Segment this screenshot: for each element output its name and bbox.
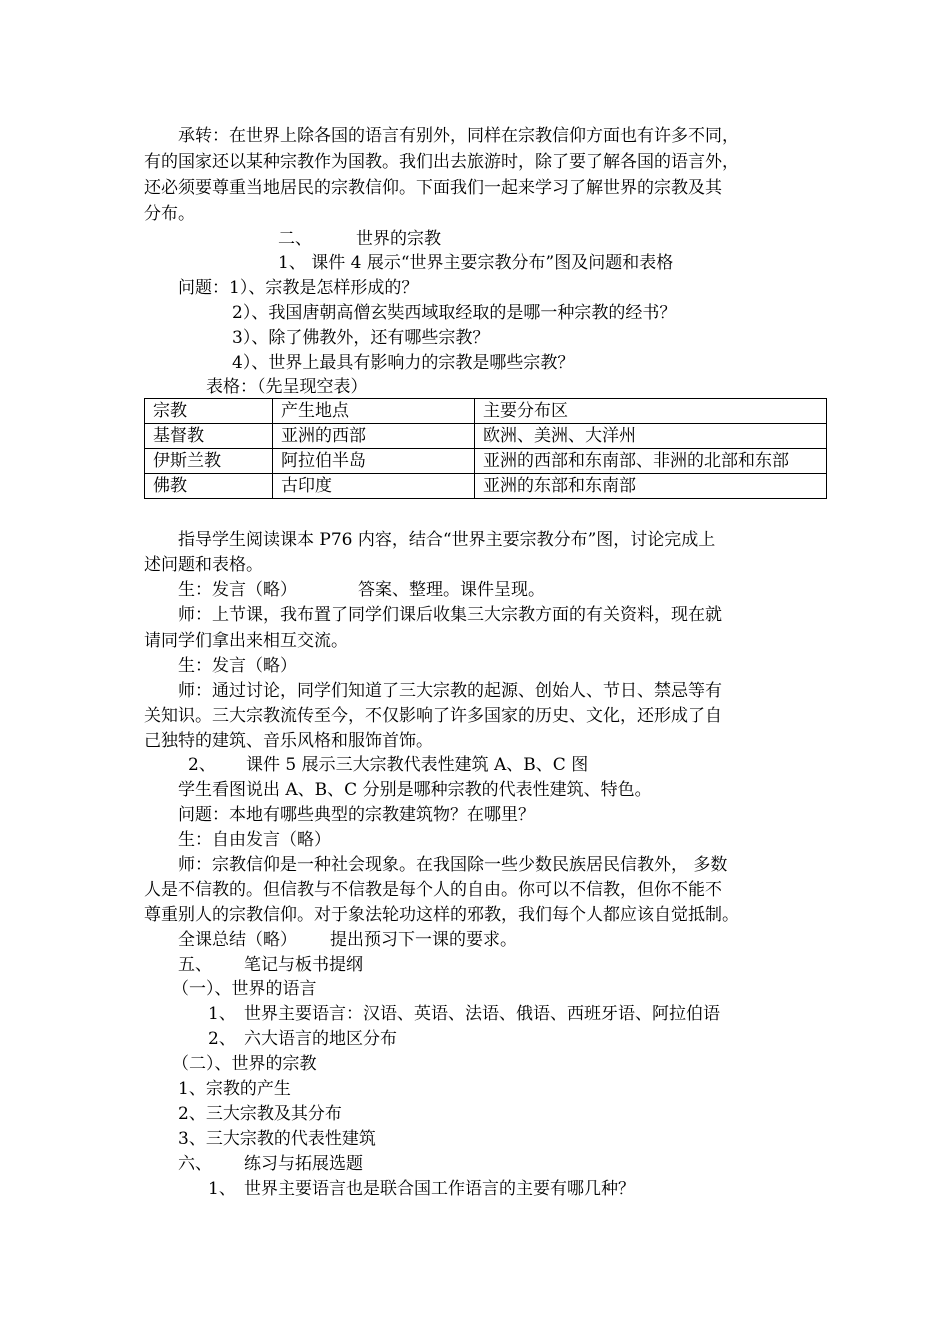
question-1: 问题：1）、宗教是怎样形成的？ bbox=[178, 278, 419, 298]
table-cell: 阿拉伯半岛 bbox=[273, 449, 475, 474]
teacher-line-2: 请同学们拿出来相互交流。 bbox=[144, 631, 348, 651]
table-row bbox=[145, 474, 827, 499]
exercise-1-number: 1、 bbox=[208, 1179, 236, 1199]
table-cell: 欧洲、美洲、大洋州 bbox=[475, 424, 827, 449]
table-cell: 亚洲的西部 bbox=[273, 424, 475, 449]
notes-item-2-text: 六大语言的地区分布 bbox=[244, 1029, 397, 1049]
question-3: 3）、除了佛教外，还有哪些宗教？ bbox=[232, 328, 490, 348]
section-5-title: 笔记与板书提纲 bbox=[244, 955, 363, 975]
paragraph-transition-line-3: 还必须要尊重当地居民的宗教信仰。下面我们一起来学习了解世界的宗教及其 bbox=[144, 178, 722, 198]
student-answer-1: 答案、整理。课件呈现。 bbox=[358, 580, 545, 600]
section-5-number: 五、 bbox=[178, 955, 212, 975]
local-question-line: 问题：本地有哪些典型的宗教建筑物？在哪里？ bbox=[178, 805, 535, 825]
section-6-title: 练习与拓展选题 bbox=[244, 1154, 363, 1174]
question-4: 4）、世界上最具有影响力的宗教是哪些宗教？ bbox=[232, 353, 575, 373]
notes-part-2-item: 3、三大宗教的代表性建筑 bbox=[178, 1129, 376, 1149]
teacher-line-1: 师：上节课，我布置了同学们课后收集三大宗教方面的有关资料，现在就 bbox=[178, 605, 722, 625]
table-cell: 伊斯兰教 bbox=[145, 449, 273, 474]
summary-text: 全课总结（略） bbox=[178, 930, 297, 950]
section-2-number: 二、 bbox=[278, 229, 312, 249]
guide-line-1: 指导学生阅读课本 P76 内容，结合“世界主要宗教分布”图，讨论完成上 bbox=[178, 530, 716, 550]
notes-part-2-item: 1、宗教的产生 bbox=[178, 1079, 291, 1099]
paragraph-transition-line-4: 分布。 bbox=[144, 204, 195, 224]
notes-part-2-item: 2、三大宗教及其分布 bbox=[178, 1104, 342, 1124]
table-row bbox=[145, 424, 827, 449]
courseware-4-line: 1、 课件 4 展示“世界主要宗教分布”图及问题和表格 bbox=[278, 253, 674, 273]
student-speak-3: 生：自由发言（略） bbox=[178, 830, 331, 850]
notes-part-1: （一）、世界的语言 bbox=[172, 979, 317, 999]
teacher-line-6: 师：宗教信仰是一种社会现象。在我国除一些少数民族居民信教外， 多数 bbox=[178, 855, 728, 875]
table-row bbox=[145, 449, 827, 474]
student-view-line: 学生看图说出 A、B、C 分别是哪种宗教的代表性建筑、特色。 bbox=[178, 780, 652, 800]
notes-item-2-number: 2、 bbox=[208, 1029, 236, 1049]
table-header-cell: 宗教 bbox=[145, 399, 273, 424]
notes-part-2: （二）、世界的宗教 bbox=[172, 1054, 317, 1074]
notes-item-1-number: 1、 bbox=[208, 1004, 236, 1024]
table-caption: 表格：（先呈现空表） bbox=[206, 377, 368, 397]
exercise-1-text: 世界主要语言也是联合国工作语言的主要有哪几种？ bbox=[244, 1179, 635, 1199]
student-speak-2: 生：发言（略） bbox=[178, 656, 297, 676]
teacher-line-7: 人是不信教的。但信教与不信教是每个人的自由。你可以不信教，但你不能不 bbox=[144, 880, 722, 900]
student-speak-1: 生：发言（略） bbox=[178, 580, 297, 600]
teacher-line-4: 关知识。三大宗教流传至今，不仅影响了许多国家的历史、文化，还形成了自 bbox=[144, 706, 722, 726]
guide-line-2: 述问题和表格。 bbox=[144, 555, 263, 575]
religion-table bbox=[144, 398, 827, 499]
table-cell: 古印度 bbox=[273, 474, 475, 499]
paragraph-transition-line-1: 承转：在世界上除各国的语言有别外，同样在宗教信仰方面也有许多不同， bbox=[178, 126, 739, 146]
section-6-number: 六、 bbox=[178, 1154, 212, 1174]
teacher-line-8: 尊重别人的宗教信仰。对于象法轮功这样的邪教，我们每个人都应该自觉抵制。 bbox=[144, 905, 739, 925]
table-cell: 基督教 bbox=[145, 424, 273, 449]
paragraph-transition-line-2: 有的国家还以某种宗教作为国教。我们出去旅游时，除了要了解各国的语言外， bbox=[144, 152, 739, 172]
question-2: 2）、我国唐朝高僧玄奘西域取经取的是哪一种宗教的经书？ bbox=[232, 303, 677, 323]
teacher-line-3: 师：通过讨论，同学们知道了三大宗教的起源、创始人、节日、禁忌等有 bbox=[178, 681, 722, 701]
courseware-5-number: 2、 bbox=[188, 755, 216, 775]
table-cell: 佛教 bbox=[145, 474, 273, 499]
table-header-cell: 主要分布区 bbox=[475, 399, 827, 424]
table-header-row bbox=[145, 399, 827, 424]
summary-extra: 提出预习下一课的要求。 bbox=[330, 930, 517, 950]
courseware-5-text: 课件 5 展示三大宗教代表性建筑 A、B、C 图 bbox=[246, 755, 589, 775]
table-header-cell: 产生地点 bbox=[273, 399, 475, 424]
section-2-title: 世界的宗教 bbox=[356, 229, 441, 249]
table-cell: 亚洲的西部和东南部、非洲的北部和东部 bbox=[475, 449, 827, 474]
teacher-line-5: 己独特的建筑、音乐风格和服饰首饰。 bbox=[144, 731, 433, 751]
table-cell: 亚洲的东部和东南部 bbox=[475, 474, 827, 499]
notes-item-1-text: 世界主要语言：汉语、英语、法语、俄语、西班牙语、阿拉伯语 bbox=[244, 1004, 720, 1024]
